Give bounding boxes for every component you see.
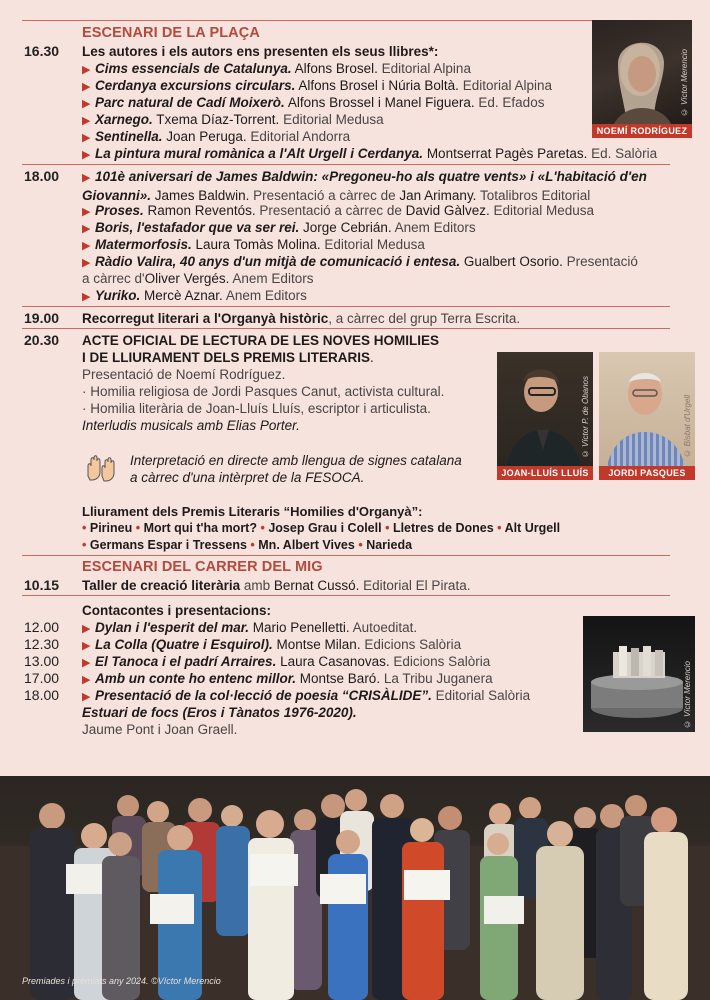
- triangle-bullet-icon: ▶: [82, 206, 91, 218]
- triangle-bullet-icon: ▶: [82, 623, 91, 635]
- time-item: 12.30: [24, 636, 60, 652]
- group-photo: [0, 776, 710, 1000]
- book-item: ▶ Matermorfosis. Laura Tomàs Molina. Editorial Medusa: [82, 236, 425, 255]
- time-item: 17.00: [24, 670, 60, 686]
- group-photo-caption: Premiades i premiats any 2024. ©Víctor Merencio: [22, 976, 221, 986]
- time-1015: 10.15: [24, 577, 60, 593]
- divider: [22, 164, 670, 165]
- portrait-illustration: [599, 352, 695, 480]
- ceremony-title-2: I DE LLIURAMENT DELS PREMIS LITERARIS.: [82, 350, 374, 365]
- top-rule: [22, 20, 670, 21]
- photo-book-sculpture: [583, 616, 695, 732]
- time-item: 12.00: [24, 619, 60, 635]
- photo-caption: JOAN-LLUÍS LLUÍS: [497, 466, 593, 480]
- time-item: 18.00: [24, 687, 60, 703]
- triangle-bullet-icon: ▶: [82, 64, 91, 76]
- writing-workshop: Taller de creació literària amb Bernat Cussó. Editorial El Pirata.: [82, 578, 471, 593]
- triangle-bullet-icon: ▶: [82, 640, 91, 652]
- story-item: ▶ Amb un conte ho entenc millor. Montse Baró. La Tribu Juganera: [82, 670, 493, 689]
- triangle-bullet-icon: ▶: [82, 657, 91, 669]
- sign-language-text-1: Interpretació en directe amb llengua de signes catalana: [130, 453, 462, 468]
- triangle-bullet-icon: ▶: [82, 132, 91, 144]
- sign-language-icon: [84, 452, 120, 482]
- photo-credit: © Bisbat d'Urgell: [683, 395, 692, 458]
- poetry-book-authors: Jaume Pont i Joan Graell.: [82, 722, 238, 737]
- literary-walk: Recorregut literari a l'Organyà històric, a càrrec del grup Terra Escrita.: [82, 311, 521, 326]
- ceremony-presenter: Presentació de Noemí Rodríguez.: [82, 367, 286, 382]
- triangle-bullet-icon: ▶: [82, 98, 91, 110]
- divider: [22, 306, 670, 307]
- story-item: ▶ Dylan i l'esperit del mar. Mario Penelletti. Autoeditat.: [82, 619, 417, 638]
- book-item: ▶ Proses. Ramon Reventós. Presentació a càrrec de David Gàlvez. Editorial Medusa: [82, 202, 594, 221]
- photo-caption: NOEMÍ RODRÍGUEZ: [592, 124, 692, 138]
- photo-joan-lluis-lluis: [497, 352, 593, 480]
- triangle-bullet-icon: ▶: [82, 81, 91, 93]
- music-interludes: Interludis musicals amb Elias Porter.: [82, 418, 300, 433]
- triangle-bullet-icon: ▶: [82, 257, 91, 269]
- book-item: ▶ Parc natural de Cadí Moixerò. Alfons Brossel i Manel Figuera. Ed. Efados: [82, 94, 544, 113]
- triangle-bullet-icon: ▶: [82, 172, 91, 184]
- photo-noemi-rodriguez: [592, 20, 692, 138]
- divider: [22, 595, 670, 596]
- awards-heading: Lliurament dels Premis Literaris “Homilies d'Organyà”:: [82, 504, 423, 519]
- portrait-illustration: [497, 352, 593, 480]
- awards-row-1: • Pirineu • Mort qui t'ha mort? • Josep Grau i Colell • Lletres de Dones • Alt Urgell: [82, 521, 561, 535]
- portrait-illustration: [592, 20, 692, 138]
- sculpture-illustration: [583, 616, 695, 732]
- triangle-bullet-icon: ▶: [82, 149, 91, 161]
- photo-credit: © Víctor Merencio: [680, 48, 689, 116]
- book-item: ▶ 101è aniversari de James Baldwin: «Pregoneu-ho als quatre vents» i «L'habitació d'en Giovanni». James Baldwin. Presentació a càrrec de Jan Arimany. Totalibros Editorial: [82, 169, 647, 203]
- divider: [22, 555, 670, 556]
- photo-credit: © Víctor Merencio: [683, 660, 692, 728]
- photo-jordi-pasques: [599, 352, 695, 480]
- story-item: ▶ El Tanoca i el padrí Arraires. Laura Casanovas. Edicions Salòria: [82, 653, 490, 672]
- homily-literary: · Homilia literària de Joan-Lluís Lluís, escriptor i articulista.: [82, 401, 431, 416]
- book-item: ▶ Cerdanya excursions circulars. Alfons Brosel i Núria Boltà. Editorial Alpina: [82, 77, 552, 96]
- awards-row-2: • Germans Espar i Tressens • Mn. Albert Vives • Narieda: [82, 538, 413, 552]
- triangle-bullet-icon: ▶: [82, 223, 91, 235]
- photo-credit: © Víctor P. de Óbanos: [581, 375, 590, 458]
- story-item: ▶ La Colla (Quatre i Esquirol). Montse Milan. Edicions Salòria: [82, 636, 461, 655]
- triangle-bullet-icon: ▶: [82, 240, 91, 252]
- triangle-bullet-icon: ▶: [82, 691, 91, 703]
- photo-caption: JORDI PASQUES: [599, 466, 695, 480]
- book-item: ▶ Boris, l'estafador que va ser rei. Jorge Cebrián. Anem Editors: [82, 219, 476, 238]
- time-1630: 16.30: [24, 43, 60, 59]
- ceremony-title-1: ACTE OFICIAL DE LECTURA DE LES NOVES HOMILIES: [82, 333, 440, 348]
- triangle-bullet-icon: ▶: [82, 291, 91, 303]
- divider: [22, 328, 670, 329]
- triangle-bullet-icon: ▶: [82, 115, 91, 127]
- time-1900: 19.00: [24, 310, 60, 326]
- section-title-street: ESCENARI DEL CARRER DEL MIG: [82, 559, 323, 575]
- homily-religious: · Homilia religiosa de Jordi Pasques Canut, activista cultural.: [82, 384, 445, 399]
- group-photo-illustration: [0, 776, 710, 1000]
- book-item-continued: a càrrec d'Oliver Vergés. Anem Editors: [82, 271, 314, 286]
- book-item: ▶ Yuriko. Mercè Aznar. Anem Editors: [82, 287, 307, 306]
- book-item: ▶ Cims essencials de Catalunya. Alfons Brosel. Editorial Alpina: [82, 60, 471, 79]
- time-2030: 20.30: [24, 332, 60, 348]
- book-item: ▶ Sentinella. Joan Peruga. Editorial Andorra: [82, 128, 350, 147]
- time-1800: 18.00: [24, 168, 60, 184]
- time-item: 13.00: [24, 653, 60, 669]
- poetry-book-title: Estuari de focs (Eros i Tànatos 1976-2020).: [82, 705, 357, 720]
- book-item: ▶ Ràdio Valira, 40 anys d'un mitjà de comunicació i entesa. Gualbert Osorio. Presentació: [82, 253, 638, 272]
- book-item: ▶ La pintura mural romànica a l'Alt Urgell i Cerdanya. Montserrat Pagès Paretas. Ed. Salòria: [82, 145, 657, 164]
- stories-heading: Contacontes i presentacions:: [82, 603, 272, 618]
- section-title-plaza: ESCENARI DE LA PLAÇA: [82, 25, 260, 41]
- story-item: ▶ Presentació de la col·lecció de poesia “CRISÀLIDE”. Editorial Salòria: [82, 687, 530, 706]
- book-item: ▶ Xarnego. Txema Díaz-Torrent. Editorial Medusa: [82, 111, 384, 130]
- triangle-bullet-icon: ▶: [82, 674, 91, 686]
- books-heading: Les autores i els autors ens presenten els seus llibres*:: [82, 44, 439, 59]
- sign-language-text-2: a càrrec d'una intèrpret de la FESOCA.: [130, 470, 365, 485]
